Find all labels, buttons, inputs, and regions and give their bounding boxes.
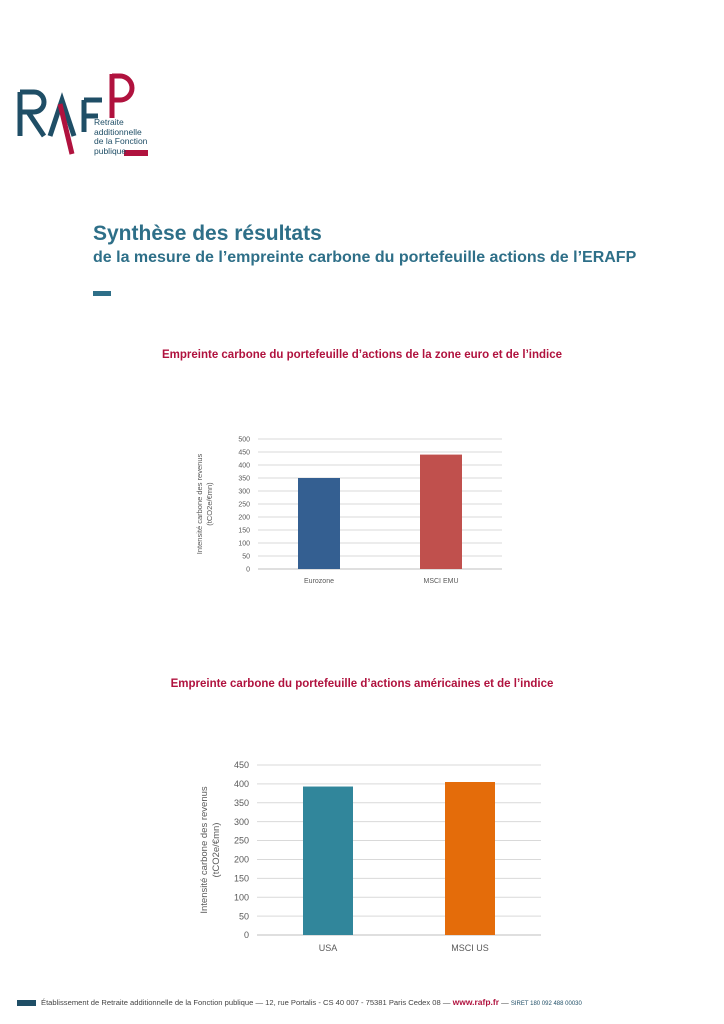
footer-separator: —: [501, 998, 509, 1007]
page-title: Synthèse des résultats: [93, 222, 322, 245]
title-block: [93, 222, 653, 268]
y-tick-label: 50: [238, 911, 249, 922]
bar-msci-us: [445, 782, 495, 935]
bar-msci-emu: [420, 455, 462, 569]
y-axis-label: Intensité carbone des revenus: [199, 786, 210, 914]
y-tick-label: 200: [233, 854, 249, 865]
page-subtitle: de la mesure de l’empreinte carbone du portefeuille actions de l’ERAFP: [93, 249, 637, 266]
y-tick-label: 400: [233, 779, 249, 790]
y-tick-label: 450: [233, 760, 249, 771]
y-axis-label: Intensité carbone des revenus: [195, 453, 204, 555]
footer: [17, 997, 717, 1007]
logo-tagline: Retraite additionnelle de la Fonction publique: [94, 117, 148, 156]
euro-bar-chart: [190, 430, 510, 592]
title-underline: [93, 291, 111, 296]
y-tick-label: 150: [238, 527, 250, 535]
y-tick-label: 100: [238, 540, 250, 548]
y-tick-label: 350: [238, 475, 250, 483]
y-tick-label: 200: [238, 514, 250, 522]
footer-siret: SIRET 180 092 488 00030: [510, 1001, 582, 1007]
x-tick-label: USA: [318, 943, 338, 953]
us-bar-chart: [195, 755, 555, 960]
y-tick-label: 0: [246, 566, 250, 574]
y-tick-label: 350: [233, 797, 249, 808]
footer-mark: [17, 1000, 36, 1006]
y-tick-label: 50: [242, 553, 250, 561]
footer-website-link[interactable]: www.rafp.fr: [452, 997, 500, 1007]
y-tick-label: 300: [238, 488, 250, 496]
y-tick-label: 300: [233, 816, 249, 827]
x-tick-label: Eurozone: [304, 578, 334, 585]
y-tick-label: 150: [233, 873, 249, 884]
bar-usa: [303, 787, 353, 935]
footer-address: Établissement de Retraite additionnelle de la Fonction publique — 12, rue Portalis - CS 40 007 - 75381 Paris Cedex 08 —: [41, 998, 451, 1007]
x-tick-label: MSCI US: [451, 943, 489, 953]
y-tick-label: 450: [238, 449, 250, 457]
y-tick-label: 0: [243, 930, 249, 941]
y-tick-label: 400: [238, 462, 250, 470]
x-tick-label: MSCI EMU: [423, 578, 459, 585]
us-chart-heading: Empreinte carbone du portefeuille d’actions américaines et de l’indice: [170, 678, 554, 690]
y-axis-label: (tCO2e/€mn): [205, 482, 214, 526]
y-tick-label: 250: [233, 835, 249, 846]
bar-eurozone: [298, 478, 340, 569]
y-tick-label: 250: [238, 501, 250, 509]
y-axis-label: (tCO2e/€mn): [211, 822, 222, 878]
euro-chart-heading: Empreinte carbone du portefeuille d’actions de la zone euro et de l’indice: [161, 349, 563, 361]
y-tick-label: 500: [238, 436, 250, 444]
y-tick-label: 100: [233, 892, 249, 903]
